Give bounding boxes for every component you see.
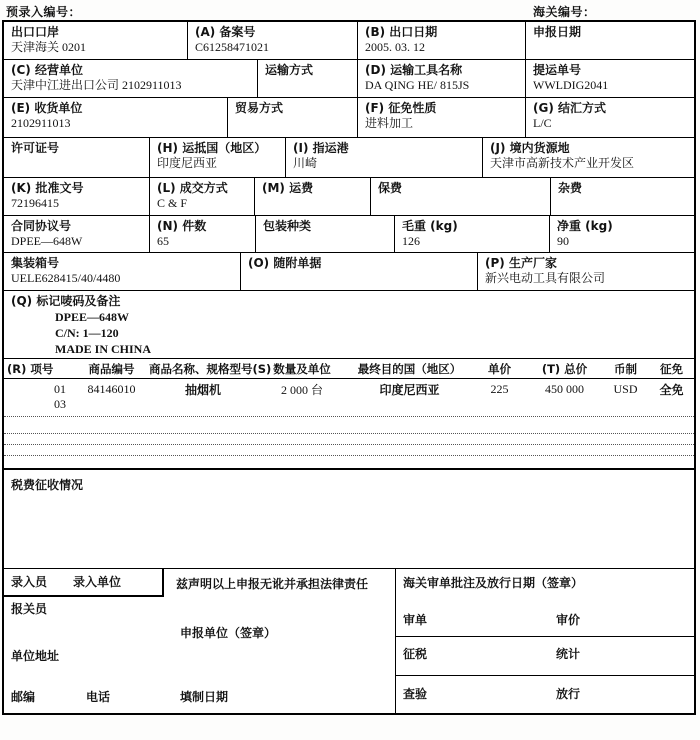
field-value: 川崎 bbox=[293, 156, 318, 170]
field-container-no bbox=[4, 253, 240, 290]
goods-row bbox=[4, 397, 694, 412]
field-label: 贸易方式 bbox=[235, 101, 284, 115]
form-row-4 bbox=[4, 137, 694, 177]
dotted-fill-line bbox=[4, 416, 694, 417]
declaration-statement: 兹声明以上申报无讹并承担法律责任 bbox=[176, 577, 369, 591]
field-trade-mode bbox=[227, 98, 357, 137]
field-label: (I) 指运港 bbox=[293, 141, 349, 155]
goods-col-name: 商品名称、规格型号(S) bbox=[149, 361, 272, 376]
entry-clerk-label: 录入员 bbox=[11, 574, 48, 589]
field-value: 2005. 03. 12 bbox=[365, 40, 425, 54]
field-transport-name bbox=[357, 60, 525, 97]
field-marks-remarks bbox=[4, 291, 694, 359]
goods-item-no: 01 bbox=[54, 382, 66, 396]
field-label: (N) 件数 bbox=[157, 219, 207, 233]
field-label: (C) 经营单位 bbox=[11, 63, 83, 77]
goods-dest: 印度尼西亚 bbox=[379, 383, 440, 397]
field-insurance bbox=[370, 178, 550, 215]
unit-address-label: 单位地址 bbox=[11, 649, 60, 663]
field-label: (A) 备案号 bbox=[195, 25, 256, 39]
field-label: 出口口岸 bbox=[11, 25, 60, 39]
field-label: 杂费 bbox=[558, 181, 583, 195]
form-row-6 bbox=[4, 215, 694, 252]
field-value: 65 bbox=[157, 234, 169, 248]
goods-col-exemption: 征免 bbox=[660, 361, 683, 376]
field-label: (E) 收货单位 bbox=[11, 101, 83, 115]
field-label: (L) 成交方式 bbox=[157, 181, 228, 195]
field-value: 新兴电动工具有限公司 bbox=[485, 271, 606, 285]
form-row-5 bbox=[4, 177, 694, 215]
field-label: (O) 随附单据 bbox=[248, 256, 322, 270]
field-value: 进料加工 bbox=[365, 116, 414, 130]
form-row-2 bbox=[4, 59, 694, 97]
inspection-label: 查验 bbox=[403, 687, 428, 701]
form-row-1 bbox=[4, 22, 694, 59]
field-label: 包装种类 bbox=[263, 219, 312, 233]
field-packages bbox=[149, 216, 255, 252]
marks-line: C/N: 1—120 bbox=[55, 326, 119, 340]
goods-exemption: 全免 bbox=[659, 383, 684, 397]
levy-tax-label: 征税 bbox=[403, 647, 428, 661]
statistics-label: 统计 bbox=[556, 647, 581, 661]
field-label: 保费 bbox=[378, 181, 403, 195]
signature-section bbox=[4, 568, 694, 713]
field-label: (G) 结汇方式 bbox=[533, 101, 606, 115]
field-value: 126 bbox=[402, 234, 420, 248]
field-dest-port bbox=[285, 138, 482, 177]
field-value: UELE628415/40/4480 bbox=[11, 271, 121, 285]
broker-label: 报关员 bbox=[11, 602, 48, 616]
field-declare-date bbox=[525, 22, 694, 59]
field-levy-nature bbox=[357, 98, 525, 137]
field-label: (K) 批准文号 bbox=[11, 181, 84, 195]
marks-line: DPEE—648W bbox=[55, 310, 130, 324]
field-label: 许可证号 bbox=[11, 141, 60, 155]
field-value: DA QING HE/ 815JS bbox=[365, 78, 470, 92]
field-value: 90 bbox=[557, 234, 569, 248]
field-label: (P) 生产厂家 bbox=[485, 256, 557, 270]
field-transaction-mode bbox=[149, 178, 254, 215]
field-misc-fees bbox=[550, 178, 694, 215]
field-gross-weight bbox=[394, 216, 549, 252]
dotted-fill-line bbox=[4, 455, 694, 456]
goods-name: 抽烟机 bbox=[184, 383, 221, 397]
field-label: (B) 出口日期 bbox=[365, 25, 438, 39]
field-value: 天津市高新技术产业开发区 bbox=[490, 156, 635, 170]
customs-number-label: 海关编号： bbox=[533, 5, 596, 19]
goods-unit-price: 225 bbox=[490, 382, 509, 396]
field-label: 净重 (kg) bbox=[557, 219, 613, 233]
field-value: DPEE—648W bbox=[11, 234, 83, 248]
field-label: 提运单号 bbox=[533, 63, 582, 77]
field-value: 印度尼西亚 bbox=[157, 156, 218, 170]
goods-currency: USD bbox=[613, 382, 638, 396]
release-label: 放行 bbox=[556, 687, 581, 701]
entry-clerk-box bbox=[4, 569, 164, 597]
goods-col-total: (T) 总价 bbox=[541, 361, 588, 376]
goods-item-no: 03 bbox=[54, 397, 66, 411]
field-label: 集装箱号 bbox=[11, 256, 60, 270]
field-approval-no bbox=[4, 178, 149, 215]
marks-line: MADE IN CHINA bbox=[55, 342, 151, 356]
levy-statistics-row bbox=[396, 636, 694, 675]
field-label: (H) 运抵国（地区） bbox=[157, 141, 267, 155]
goods-col-code: 商品编号 bbox=[88, 361, 135, 376]
field-contract-no bbox=[4, 216, 149, 252]
customs-notes-row bbox=[396, 569, 694, 636]
fill-date-label: 填制日期 bbox=[180, 690, 229, 704]
field-label: (Q) 标记唛码及备注 bbox=[11, 294, 121, 308]
field-freight bbox=[254, 178, 370, 215]
inspection-release-row bbox=[396, 675, 694, 713]
field-settlement bbox=[525, 98, 694, 137]
goods-table-body bbox=[4, 378, 694, 468]
goods-col-item-no: (R) 项号 bbox=[7, 361, 54, 376]
field-label: 申报日期 bbox=[533, 25, 582, 39]
goods-col-currency: 币制 bbox=[614, 361, 637, 376]
field-operator bbox=[4, 60, 257, 97]
goods-table-header bbox=[4, 358, 694, 378]
field-value: C & F bbox=[157, 196, 188, 210]
tax-collection-section bbox=[4, 468, 694, 568]
review-price-label: 审价 bbox=[556, 613, 581, 627]
field-value: 天津中江进出口公司 2102911013 bbox=[11, 78, 182, 92]
field-export-port bbox=[4, 22, 187, 59]
goods-qty: 2 000 台 bbox=[280, 383, 323, 397]
field-label: (D) 运输工具名称 bbox=[365, 63, 463, 77]
phone-label: 电话 bbox=[86, 690, 111, 704]
postcode-label: 邮编 bbox=[11, 690, 36, 704]
field-label: 合同协议号 bbox=[11, 219, 72, 233]
declare-unit-seal-label: 申报单位（签章） bbox=[180, 626, 277, 640]
goods-col-unit-price: 单价 bbox=[488, 361, 511, 376]
field-manufacturer bbox=[477, 253, 694, 290]
dotted-fill-line bbox=[4, 444, 694, 445]
customs-endorsement-block bbox=[395, 569, 694, 713]
field-record-no bbox=[187, 22, 357, 59]
field-value: C61258471021 bbox=[195, 40, 270, 54]
field-value: 天津海关 0201 bbox=[11, 40, 87, 54]
field-export-date bbox=[357, 22, 525, 59]
form-row-7 bbox=[4, 252, 694, 290]
pre-entry-number-label: 预录入编号： bbox=[6, 5, 82, 19]
field-label: 运输方式 bbox=[265, 63, 314, 77]
field-label: 毛重 (kg) bbox=[402, 219, 458, 233]
field-label: (J) 境内货源地 bbox=[490, 141, 570, 155]
field-label: (M) 运费 bbox=[262, 181, 314, 195]
goods-total: 450 000 bbox=[545, 382, 584, 396]
field-transport-mode bbox=[257, 60, 357, 97]
field-dest-country bbox=[149, 138, 285, 177]
dotted-fill-line bbox=[4, 433, 694, 434]
field-value: L/C bbox=[533, 116, 552, 130]
entry-unit-label: 录入单位 bbox=[73, 574, 122, 589]
tax-section-label: 税费征收情况 bbox=[11, 478, 84, 492]
goods-col-dest: 最终目的国（地区） bbox=[357, 361, 462, 376]
field-value: WWLDIG2041 bbox=[533, 78, 609, 92]
field-domestic-source bbox=[482, 138, 694, 177]
customs-notes-label: 海关审单批注及放行日期（签章） bbox=[403, 576, 584, 590]
field-bill-no bbox=[525, 60, 694, 97]
field-attached-docs bbox=[240, 253, 477, 290]
field-consignee bbox=[4, 98, 227, 137]
goods-row bbox=[4, 382, 694, 397]
field-value: 2102911013 bbox=[11, 116, 71, 130]
goods-code: 84146010 bbox=[87, 382, 136, 396]
form-row-3 bbox=[4, 97, 694, 137]
form-row-marks bbox=[4, 290, 694, 358]
declarant-block bbox=[4, 569, 395, 713]
customs-declaration-form bbox=[2, 20, 696, 715]
field-net-weight bbox=[549, 216, 694, 252]
goods-col-qty: 数量及单位 bbox=[273, 361, 331, 376]
field-value: 72196415 bbox=[11, 196, 59, 210]
review-doc-label: 审单 bbox=[403, 613, 428, 627]
field-label: (F) 征免性质 bbox=[365, 101, 437, 115]
field-license-no bbox=[4, 138, 149, 177]
field-pack-type bbox=[255, 216, 394, 252]
